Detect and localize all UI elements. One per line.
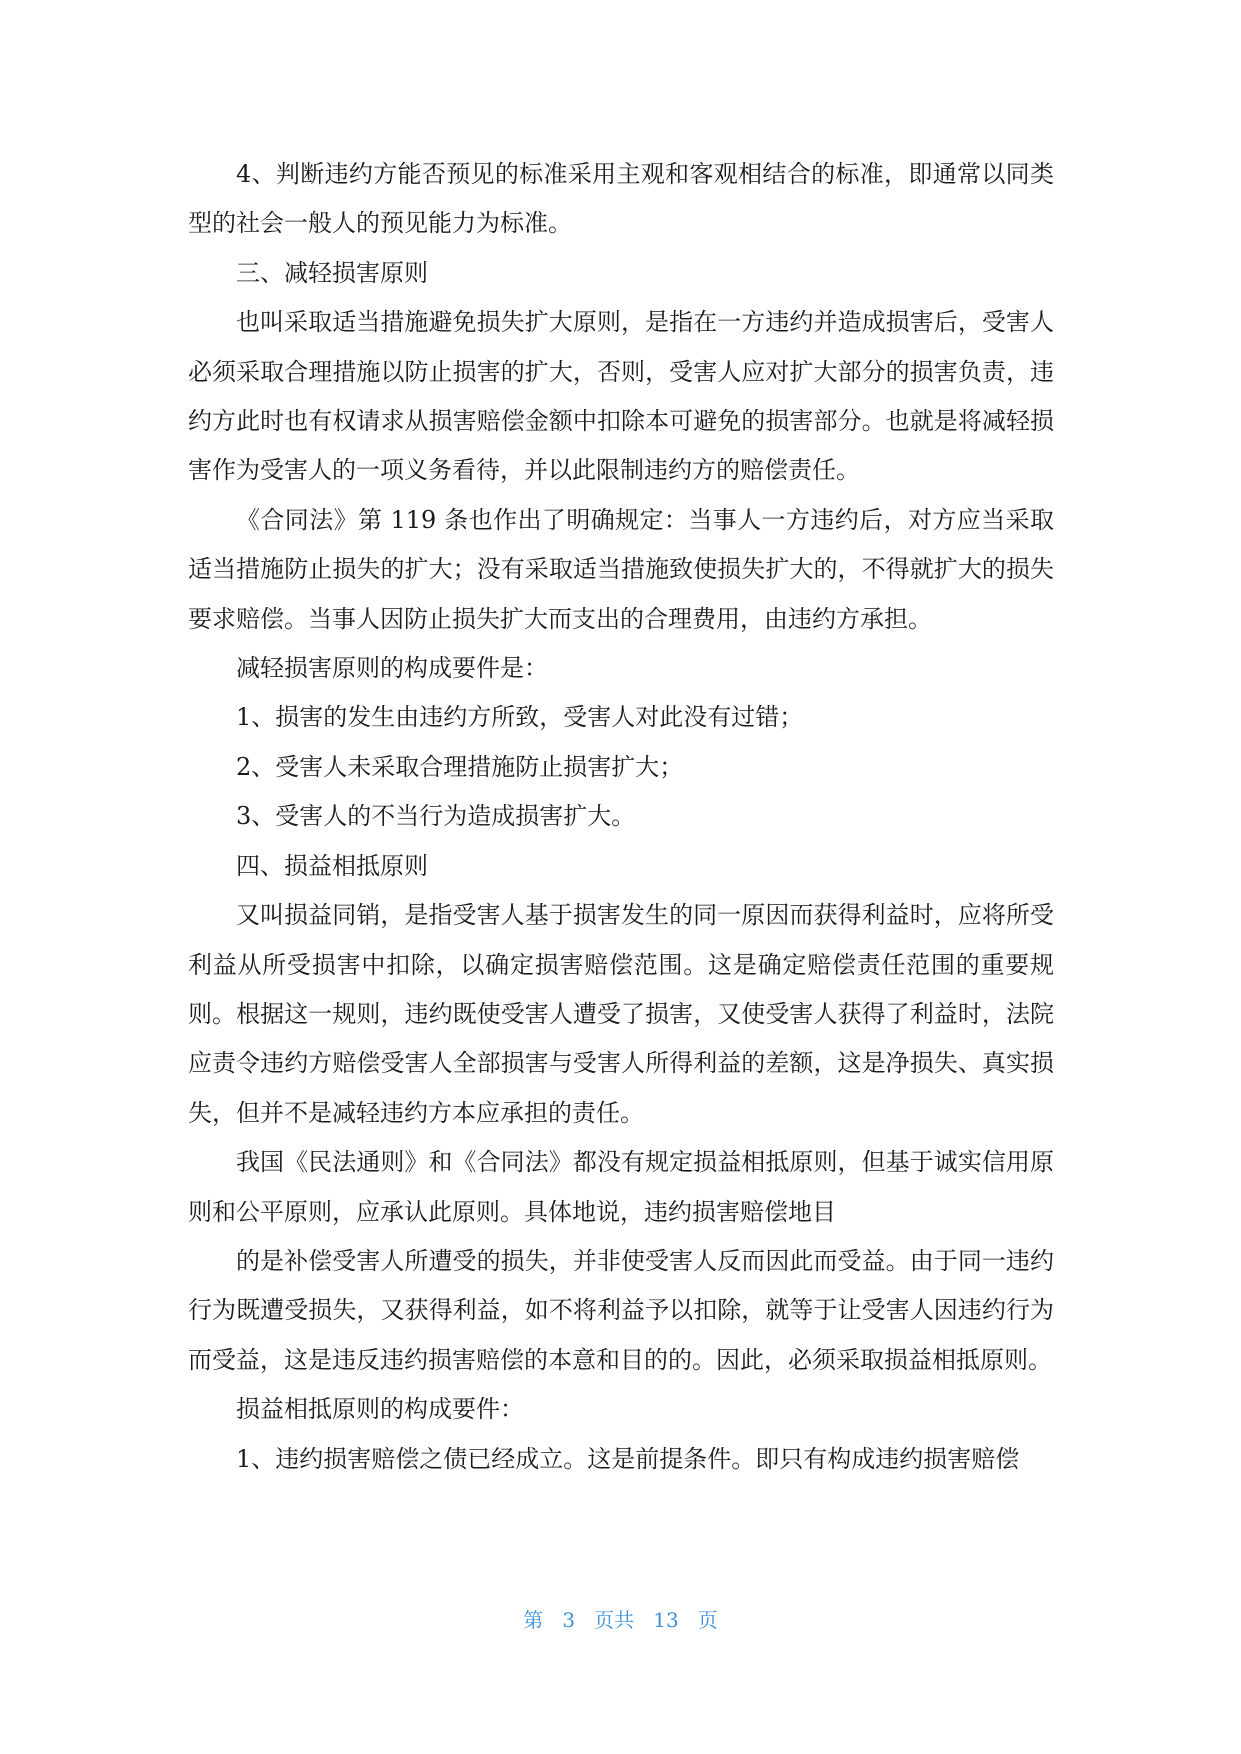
footer-middle: 页共 xyxy=(594,1608,635,1632)
list-item-2: 2、受害人未采取合理措施防止损害扩大； xyxy=(236,752,684,781)
list-item-3: 3、受害人的不当行为造成损害扩大。 xyxy=(236,802,636,831)
paragraph-9: 1、违约损害赔偿之债已经成立。这是前提条件。即只有构成违约损害赔偿 xyxy=(236,1444,1020,1473)
section-heading-3: 三、减轻损害原则 xyxy=(236,258,428,287)
section-heading-4: 四、损益相抵原则 xyxy=(236,851,428,880)
paragraph-3: 《合同法》第 119 条也作出了明确规定：当事人一方违约后，对方应当采取适当措施防止损失的扩大；没有采取适当措施致使损失扩大的，不得就扩大的损失要求赔偿。当事人因防止损失扩大而支出的合理费用，由违约方承担。 xyxy=(188,505,1054,633)
paragraph-5: 又叫损益同销，是指受害人基于损害发生的同一原因而获得利益时，应将所受利益从所受损害中扣除，以确定损害赔偿范围。这是确定赔偿责任范围的重要规则。根据这一规则，违约既使受害人遭受了损害，又使受害人获得了利益时，法院应责令违约方赔偿受害人全部损害与受害人所得利益的差额，这是净损失、真实损失，但并不是减轻违约方本应承担的责任。 xyxy=(188,901,1054,1127)
paragraph-7: 的是补偿受害人所遭受的损失，并非使受害人反而因此而受益。由于同一违约行为既遭受损失，又获得利益，如不将利益予以扣除，就等于让受害人因违约行为而受益，这是违反违约损害赔偿的本意和目的的。因此，必须采取损益相抵原则。 xyxy=(188,1246,1054,1374)
paragraph-6: 我国《民法通则》和《合同法》都没有规定损益相抵原则，但基于诚实信用原则和公平原则，应承认此原则。具体地说，违约损害赔偿地目 xyxy=(188,1148,1054,1226)
paragraph-4: 减轻损害原则的构成要件是： xyxy=(236,654,548,683)
footer-prefix: 第 xyxy=(523,1608,544,1632)
paragraph-2: 也叫采取适当措施避免损失扩大原则，是指在一方违约并造成损害后，受害人必须采取合理措施以防止损害的扩大，否则，受害人应对扩大部分的损害负责，违约方此时也有权请求从损害赔偿金额中扣除本可避免的损害部分。也就是将减轻损害作为受害人的一项义务看待，并以此限制违约方的赔偿责任。 xyxy=(188,308,1054,485)
list-item-1: 1、损害的发生由违约方所致，受害人对此没有过错； xyxy=(236,703,804,732)
paragraph-8: 损益相抵原则的构成要件： xyxy=(236,1395,524,1424)
document-body xyxy=(188,150,1054,1484)
footer-current-page: 3 xyxy=(562,1608,576,1632)
footer-suffix: 页 xyxy=(697,1608,718,1632)
footer-total-pages: 13 xyxy=(653,1608,679,1632)
paragraph-1: 4、判断违约方能否预见的标准采用主观和客观相结合的标准，即通常以同类型的社会一般人的预见能力为标准。 xyxy=(188,160,1054,238)
page-footer xyxy=(0,1604,1241,1633)
